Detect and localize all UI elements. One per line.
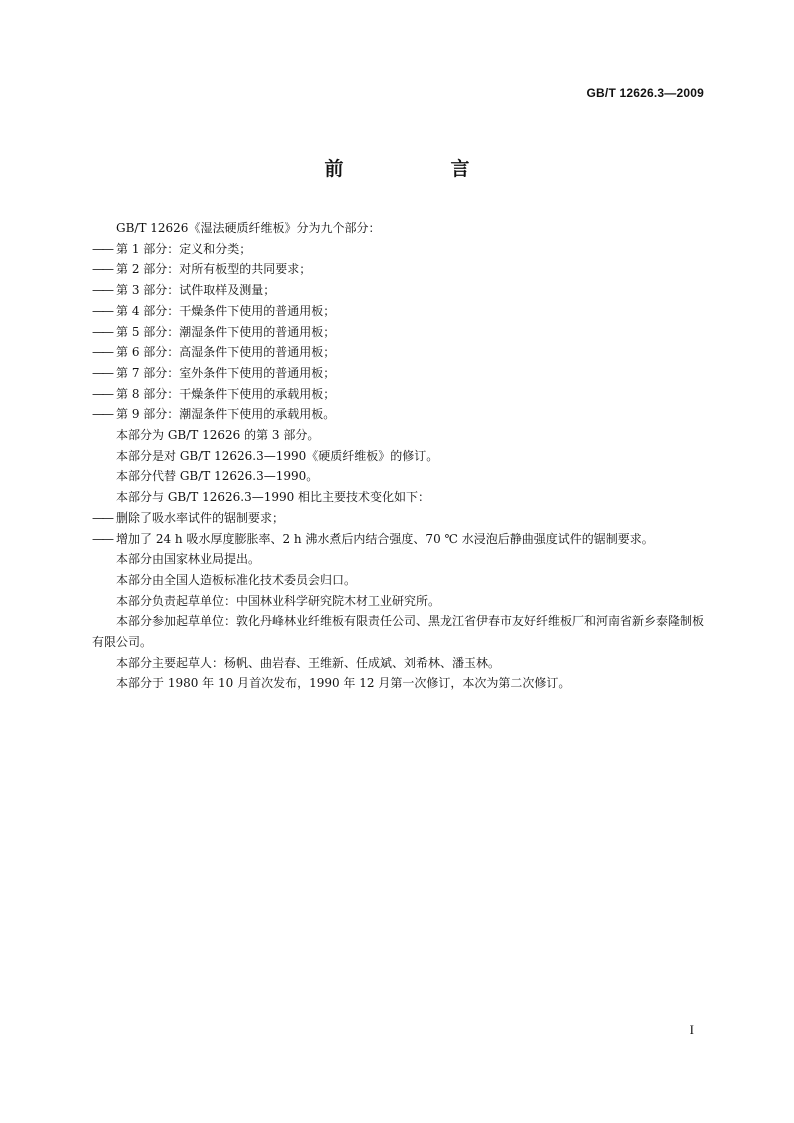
paragraph: 本部分参加起草单位：敦化丹峰林业纤维板有限责任公司、黑龙江省伊春市友好纤维板厂和河南省新乡泰隆制板有限公司。 xyxy=(92,614,705,650)
list-item: —— 第 8 部分：干燥条件下使用的承载用板； xyxy=(92,386,336,401)
document-code: GB/T 12626.3—2009 xyxy=(586,86,704,100)
list-item: —— 第 7 部分：室外条件下使用的普通用板； xyxy=(92,365,336,380)
list-item: —— 增加了 24 h 吸水厚度膨胀率、2 h 沸水煮后内结合强度、70 ℃ 水浸泡后静曲强度试件的锯制要求。 xyxy=(92,531,654,546)
list-item-text: 第 4 部分：干燥条件下使用的普通用板； xyxy=(116,303,336,318)
list-item-text: 删除了吸水率试件的锯制要求； xyxy=(116,510,285,525)
list-item-text: 第 5 部分：潮湿条件下使用的普通用板； xyxy=(116,324,336,339)
list-item: —— 删除了吸水率试件的锯制要求； xyxy=(92,510,285,525)
page-number: I xyxy=(689,1022,694,1037)
list-item-text: 第 3 部分：试件取样及测量； xyxy=(116,283,276,298)
paragraph: 本部分由国家林业局提出。 xyxy=(116,552,261,567)
list-item-text: 增加了 24 h 吸水厚度膨胀率、2 h 沸水煮后内结合强度、70 ℃ 水浸泡后静曲强度试件的锯制要求。 xyxy=(116,531,654,546)
list-item: —— 第 5 部分：潮湿条件下使用的普通用板； xyxy=(92,324,336,339)
list-item: —— 第 2 部分：对所有板型的共同要求； xyxy=(92,262,312,277)
list-item-text: 第 2 部分：对所有板型的共同要求； xyxy=(116,262,312,277)
list-item-text: 第 7 部分：室外条件下使用的普通用板； xyxy=(116,365,336,380)
list-item-text: 第 8 部分：干燥条件下使用的承载用板； xyxy=(116,386,336,401)
paragraph: 本部分与 GB/T 12626.3—1990 相比主要技术变化如下： xyxy=(116,490,431,505)
list-item-text: 第 9 部分：潮湿条件下使用的承载用板。 xyxy=(116,407,336,422)
paragraph: 本部分主要起草人：杨帆、曲岩春、王维新、任成斌、刘希林、潘玉林。 xyxy=(116,655,501,670)
paragraph: 本部分代替 GB/T 12626.3—1990。 xyxy=(116,469,319,484)
paragraph: 本部分于 1980 年 10 月首次发布，1990 年 12 月第一次修订，本次为第二次修订。 xyxy=(116,676,571,691)
paragraph: 本部分负责起草单位：中国林业科学研究院木材工业研究所。 xyxy=(116,593,441,608)
list-item-text: 第 6 部分：高湿条件下使用的普通用板； xyxy=(116,345,336,360)
foreword-body xyxy=(92,218,704,694)
list-item: —— 第 4 部分：干燥条件下使用的普通用板； xyxy=(92,303,336,318)
paragraph: 本部分由全国人造板标准化技术委员会归口。 xyxy=(116,572,357,587)
list-item: —— 第 6 部分：高湿条件下使用的普通用板； xyxy=(92,345,336,360)
paragraph: 本部分为 GB/T 12626 的第 3 部分。 xyxy=(116,428,320,443)
paragraph: 本部分是对 GB/T 12626.3—1990《硬质纤维板》的修订。 xyxy=(116,448,439,463)
list-item-text: 第 1 部分：定义和分类； xyxy=(116,241,252,256)
list-item: —— 第 9 部分：潮湿条件下使用的承载用板。 xyxy=(92,407,336,422)
list-item: —— 第 1 部分：定义和分类； xyxy=(92,241,252,256)
list-item: —— 第 3 部分：试件取样及测量； xyxy=(92,283,276,298)
page-title: 前 言 xyxy=(324,158,514,180)
paragraph: GB/T 12626《湿法硬质纤维板》分为九个部分： xyxy=(116,221,381,235)
